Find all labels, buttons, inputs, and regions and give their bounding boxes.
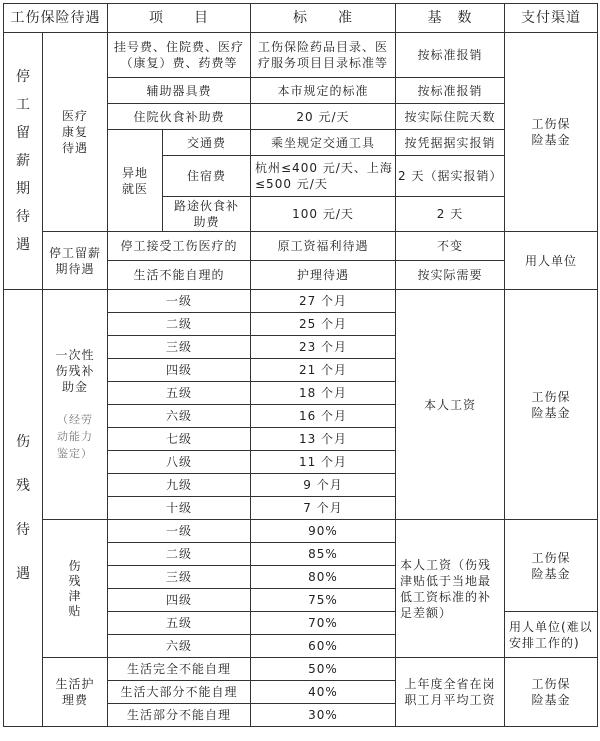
standard-cell: 23 个月	[251, 336, 396, 359]
channel-cell: 工伤保险基金	[505, 658, 598, 727]
category-stop-work: 停 工 留 薪 期 待 遇	[4, 33, 43, 290]
medical-label: 医疗康复待遇	[43, 33, 108, 232]
item-cell: 住宿费	[163, 156, 251, 197]
standard-cell: 9 个月	[251, 474, 396, 497]
table-row	[4, 658, 598, 681]
allowance-label: 伤残津贴	[43, 520, 108, 658]
level-cell: 生活部分不能自理	[108, 704, 251, 727]
level-cell: 二级	[108, 543, 251, 566]
level-cell: 五级	[108, 612, 251, 635]
level-cell: 一级	[108, 520, 251, 543]
base-cell: 按实际住院天数	[396, 104, 505, 130]
channel-cell: 工伤保险基金	[505, 290, 598, 520]
level-cell: 生活大部分不能自理	[108, 681, 251, 704]
standard-cell: 护理待遇	[251, 261, 396, 290]
item-cell: 交通费	[163, 130, 251, 156]
salary-label: 停工留薪期待遇	[43, 232, 108, 290]
base-cell: 上年度全省在岗职工月平均工资	[396, 658, 505, 727]
level-cell: 生活完全不能自理	[108, 658, 251, 681]
base-cell: 按凭据据实报销	[396, 130, 505, 156]
base-cell: 2 天	[396, 197, 505, 232]
base-cell: 按实际需要	[396, 261, 505, 290]
level-cell: 二级	[108, 313, 251, 336]
item-cell: 路途伙食补助费	[163, 197, 251, 232]
lump-sum-label: 一次性伤残补助金 （经劳动能力鉴定）	[43, 290, 108, 520]
level-cell: 九级	[108, 474, 251, 497]
level-cell: 六级	[108, 405, 251, 428]
standard-cell: 90%	[251, 520, 396, 543]
base-cell: 2 天（据实报销）	[396, 156, 505, 197]
standard-cell: 13 个月	[251, 428, 396, 451]
standard-cell: 100 元/天	[251, 197, 396, 232]
standard-cell: 乘坐规定交通工具	[251, 130, 396, 156]
header-item: 项 目	[108, 4, 251, 33]
standard-cell: 20 元/天	[251, 104, 396, 130]
standard-cell: 本市规定的标准	[251, 78, 396, 104]
header-row	[4, 4, 598, 33]
standard-cell: 16 个月	[251, 405, 396, 428]
standard-cell: 7 个月	[251, 497, 396, 520]
level-cell: 八级	[108, 451, 251, 474]
table-row	[4, 520, 598, 543]
table-row	[4, 33, 598, 78]
base-cell: 按标准报销	[396, 33, 505, 78]
header-base: 基 数	[396, 4, 505, 33]
standard-cell: 18 个月	[251, 382, 396, 405]
level-cell: 五级	[108, 382, 251, 405]
table-row	[4, 290, 598, 313]
level-cell: 七级	[108, 428, 251, 451]
header-channel: 支付渠道	[505, 4, 598, 33]
level-cell: 四级	[108, 589, 251, 612]
category-disability: 伤 残 待 遇	[4, 290, 43, 727]
item-cell: 辅助器具费	[108, 78, 251, 104]
standard-cell: 原工资福利待遇	[251, 232, 396, 261]
work-injury-benefits-table	[3, 3, 598, 727]
base-cell: 本人工资（伤残津贴低于当地最低工资标准的补足差额）	[396, 520, 505, 658]
standard-cell: 工伤保险药品目录、医疗服务项目目录标准等	[251, 33, 396, 78]
standard-cell: 60%	[251, 635, 396, 658]
item-cell: 挂号费、住院费、医疗（康复）费、药费等	[108, 33, 251, 78]
item-cell: 生活不能自理的	[108, 261, 251, 290]
standard-cell: 40%	[251, 681, 396, 704]
standard-cell: 80%	[251, 566, 396, 589]
standard-cell: 50%	[251, 658, 396, 681]
nursing-label: 生活护理费	[43, 658, 108, 727]
standard-cell: 70%	[251, 612, 396, 635]
channel-cell: 工伤保险基金	[505, 520, 598, 612]
header-benefit: 工伤保险待遇	[4, 4, 108, 33]
level-cell: 一级	[108, 290, 251, 313]
standard-cell: 30%	[251, 704, 396, 727]
channel-cell: 工伤保险基金	[505, 33, 598, 232]
item-cell: 住院伙食补助费	[108, 104, 251, 130]
standard-cell: 85%	[251, 543, 396, 566]
table-row	[4, 232, 598, 261]
item-cell: 停工接受工伤医疗的	[108, 232, 251, 261]
level-cell: 三级	[108, 336, 251, 359]
standard-cell: 21 个月	[251, 359, 396, 382]
standard-cell: 27 个月	[251, 290, 396, 313]
header-standard: 标 准	[251, 4, 396, 33]
level-cell: 三级	[108, 566, 251, 589]
base-cell: 不变	[396, 232, 505, 261]
base-cell: 本人工资	[396, 290, 505, 520]
level-cell: 六级	[108, 635, 251, 658]
channel-cell: 用人单位	[505, 232, 598, 290]
level-cell: 四级	[108, 359, 251, 382]
channel-cell: 用人单位(难以安排工作的)	[505, 612, 598, 658]
remote-label: 异地就医	[108, 130, 163, 232]
base-cell: 按标准报销	[396, 78, 505, 104]
level-cell: 十级	[108, 497, 251, 520]
standard-cell: 杭州≤400 元/天、上海≤500 元/天	[251, 156, 396, 197]
standard-cell: 25 个月	[251, 313, 396, 336]
standard-cell: 75%	[251, 589, 396, 612]
standard-cell: 11 个月	[251, 451, 396, 474]
